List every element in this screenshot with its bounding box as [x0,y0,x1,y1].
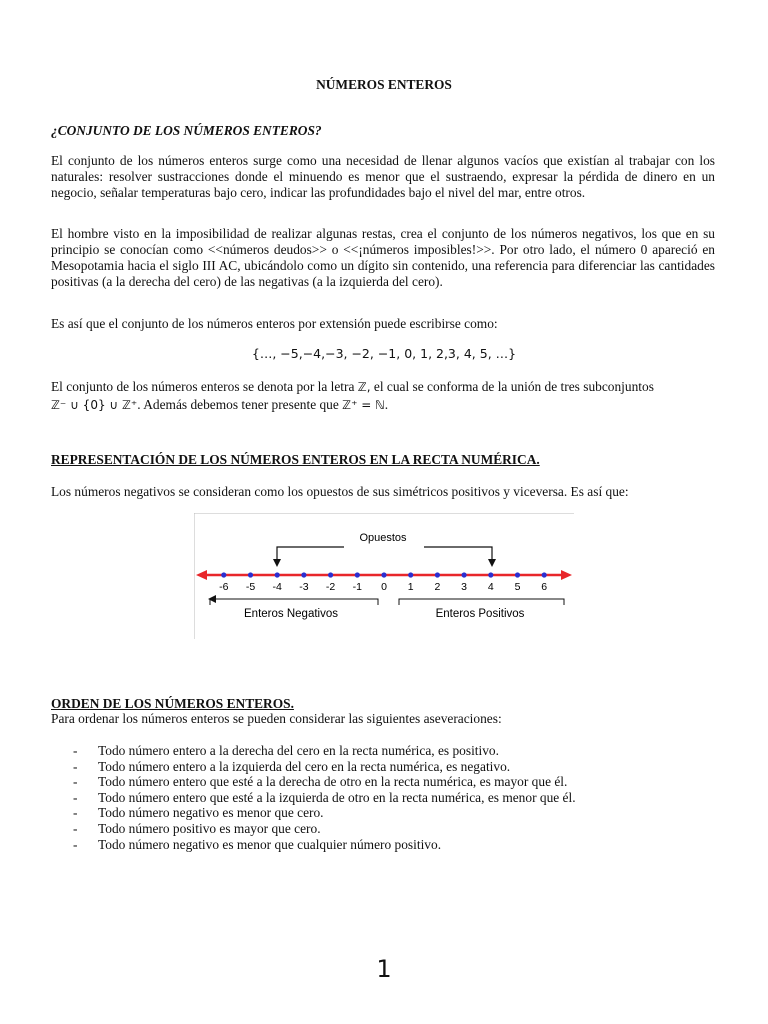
list-item-text: Todo número entero a la derecha del cero en la recta numérica, es positivo. [98,743,499,758]
number-line-dot [542,572,547,577]
paragraph-order-intro: Para ordenar los números enteros se pueden considerar las siguientes aseveraciones: [51,711,502,726]
paragraph-opposites: Los números negativos se consideran como los opuestos de sus simétricos positivos y viceversa. Es así que: [51,484,629,499]
list-item [73,805,576,821]
number-line-dot [301,572,306,577]
notation-text-2: el cual se conforma de la unión de tres subconjuntos [370,379,654,394]
number-line-dot [488,572,493,577]
heading-order: ORDEN DE LOS NÚMEROS ENTEROS. [51,696,294,711]
negative-brace-arrow [208,595,216,603]
identity-expression: ℤ⁺ = ℕ [342,398,385,412]
page-number: 1 [376,955,392,983]
number-line-dot [435,572,440,577]
bullet-marker: - [73,743,78,758]
notation-text-3: . Además debemos tener presente que [137,397,343,412]
bullet-marker: - [73,820,78,836]
list-item [73,837,576,853]
number-line-dot [328,572,333,577]
list-item-text: Todo número entero que esté a la izquierda de otro en la recta numérica, es menor que él. [98,789,576,805]
opposites-label: Opuestos [359,532,407,544]
heading-number-line: REPRESENTACIÓN DE LOS NÚMEROS ENTEROS EN LA RECTA NUMÉRICA. [51,452,540,467]
union-expression: ℤ⁻ ∪ {0} ∪ ℤ⁺ [51,398,138,412]
list-item-text: Todo número negativo es menor que cero. [98,805,324,821]
tick-label: 1 [407,581,414,593]
bullet-marker: - [73,836,78,852]
bullet-marker: - [73,758,78,774]
paragraph-intro: El conjunto de los números enteros surge como una necesidad de llenar algunos vacíos que existían al trabajar con los naturales: resolver sustracciones donde el minuendo es menor que el sustraendo, expresar la pérdida de dinero en un negocio, señalar temperaturas bajo cero, indicar las profundidades bajo el nivel del mar, entre otros. [51,153,715,200]
paragraph-extension: Es así que el conjunto de los números enteros por extensión puede escribirse como: [51,316,498,331]
bullet-marker: - [73,789,78,805]
tick-label: -1 [352,581,362,593]
number-line-figure [194,513,574,639]
tick-label: 6 [541,581,548,593]
list-item-text: Todo número positivo es mayor que cero. [98,820,321,836]
number-line-dot [515,572,520,577]
tick-label: 0 [381,581,387,593]
number-line-dot [462,572,467,577]
list-item [73,821,576,837]
number-line-dot [221,572,226,577]
section-subtitle: ¿CONJUNTO DE LOS NÚMEROS ENTEROS? [51,123,322,138]
opposites-arrow-right [488,559,496,567]
tick-label: 3 [461,581,468,593]
paragraph-history: El hombre visto en la imposibilidad de realizar algunas restas, crea el conjunto de los números negativos, los que en su principio se conocían como <<números deudos>> o <<¡números imposibles!>>. Por otro lado, el número 0 apareció en Mesopotamia hacia el siglo III AC, ubicándolo como un dígito sin contenido, una referencia para diferenciar las cantidades positivas (a la derecha del cero) de las negativas (a la izquierda del cero). [51,226,715,289]
number-line-dot [275,572,280,577]
tick-label: -6 [219,581,229,593]
number-line-dot [381,572,386,577]
bullet-marker: - [73,774,78,790]
tick-label: -2 [325,581,336,593]
list-item-text: Todo número negativo es menor que cualquier número positivo. [98,836,442,852]
list-item [73,790,576,806]
bullet-marker: - [73,805,78,821]
integer-set-expression: {…, −5,−4,−3, −2, −1, 0, 1, 2,3, 4, 5, …} [251,346,517,361]
integer-letter: ℤ, [357,380,371,394]
list-item [73,774,576,790]
number-line-dot [355,572,360,577]
number-line-ticks [219,581,547,593]
tick-label: -3 [299,581,309,593]
notation-text-4: . [384,397,389,412]
tick-label: 2 [434,581,441,593]
negative-label: Enteros Negativos [244,608,338,620]
paragraph-notation [51,378,715,414]
number-line-arrow-left [196,570,207,580]
tick-label: -4 [272,581,282,593]
tick-label: -5 [245,581,256,593]
page-title: NÚMEROS ENTEROS [316,77,452,92]
number-line-dot [248,572,253,577]
list-item-text: Todo número entero que esté a la derecha de otro en la recta numérica, es mayor que él. [98,774,568,790]
notation-text-1: El conjunto de los números enteros se denota por la letra [51,379,358,394]
number-line-dot [408,572,413,577]
opposites-arrow-left [273,559,281,567]
tick-label: 5 [514,581,521,593]
list-item [73,743,576,759]
number-line-arrow-right [561,570,572,580]
tick-label: 4 [487,581,494,593]
number-line-svg [194,513,574,639]
order-rules-list [73,743,576,852]
list-item-text: Todo número entero a la izquierda del cero en la recta numérica, es negativo. [98,758,511,774]
list-item [73,759,576,775]
positive-label: Enteros Positivos [435,608,525,620]
